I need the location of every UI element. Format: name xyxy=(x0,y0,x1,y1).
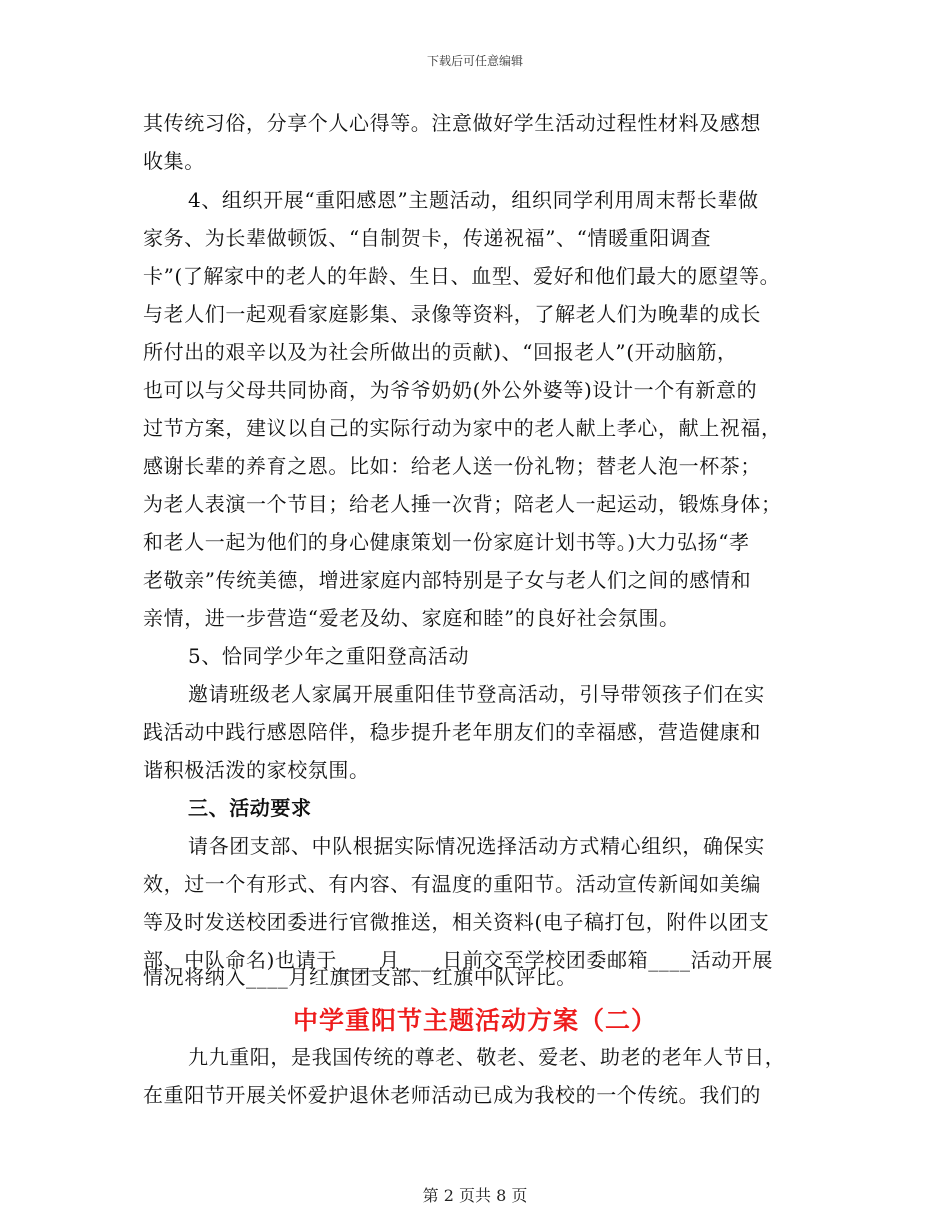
body-line: 请各团支部、中队根据实际情况选择活动方式精心组织，确保实 xyxy=(188,834,765,858)
body-line: 感谢长辈的养育之恩。比如：给老人送一份礼物；替老人泡一杯茶； xyxy=(143,454,761,478)
body-line: 亲情，进一步营造“爱老及幼、家庭和睦”的良好社会氛围。 xyxy=(143,606,680,630)
body-line: 部、中队命名)也请于____月____日前交至学校团委邮箱____活动开展 xyxy=(143,948,774,972)
body-line: 情况将纳入____月红旗团支部、红旗中队评比。 xyxy=(143,965,577,989)
body-line: 九九重阳，是我国传统的尊老、敬老、爱老、助老的老年人节日， xyxy=(188,1045,786,1069)
body-line: 5、恰同学少年之重阳登高活动 xyxy=(188,644,470,668)
body-line: 家务、为长辈做顿饭、“自制贺卡，传递祝福”、“情暖重阳调查 xyxy=(143,226,712,250)
body-line: 卡”(了解家中的老人的年龄、生日、血型、爱好和他们最大的愿望等。 xyxy=(143,264,781,288)
body-line: 等及时发送校团委进行官微推送，相关资料(电子稿打包，附件以团支 xyxy=(143,910,770,934)
body-line: 和老人一起为他们的身心健康策划一份家庭计划书等。)大力弘扬“孝 xyxy=(143,530,750,554)
body-line: 与老人们一起观看家庭影集、录像等资料，了解老人们为晚辈的成长 xyxy=(143,302,761,326)
body-line: 在重阳节开展关怀爱护退休老师活动已成为我校的一个传统。我们的 xyxy=(143,1083,761,1107)
page-header: 下载后可任意编辑 xyxy=(426,54,523,68)
body-line: 为老人表演一个节目；给老人捶一次背；陪老人一起运动，锻炼身体； xyxy=(143,492,782,516)
body-line: 也可以与父母共同协商，为爷爷奶奶(外公外婆等)设计一个有新意的 xyxy=(143,378,758,402)
body-line: 效，过一个有形式、有内容、有温度的重阳节。活动宣传新闻如美编 xyxy=(143,872,761,896)
body-line: 所付出的艰辛以及为社会所做出的贡献)、“回报老人”(开动脑筋， xyxy=(143,340,738,364)
body-line: 谐积极活泼的家校氛围。 xyxy=(143,758,370,782)
body-line: 践活动中践行感恩陪伴，稳步提升老年朋友们的幸福感，营造健康和 xyxy=(143,720,761,744)
section-title: 中学重阳节主题活动方案（二） xyxy=(292,1006,657,1035)
body-line: 邀请班级老人家属开展重阳佳节登高活动，引导带领孩子们在实 xyxy=(188,682,765,706)
section-heading: 三、活动要求 xyxy=(188,796,312,820)
page-footer: 第 2 页共 8 页 xyxy=(422,1186,528,1205)
body-line: 其传统习俗，分享个人心得等。注意做好学生活动过程性材料及感想 xyxy=(143,111,761,135)
body-line: 收集。 xyxy=(143,149,205,173)
body-line: 4、组织开展“重阳感恩”主题活动，组织同学利用周末帮长辈做 xyxy=(188,188,759,212)
body-line: 过节方案，建议以自己的实际行动为家中的老人献上孝心，献上祝福， xyxy=(143,416,782,440)
body-line: 老敬亲”传统美德，增进家庭内部特别是子女与老人们之间的感情和 xyxy=(143,568,752,592)
